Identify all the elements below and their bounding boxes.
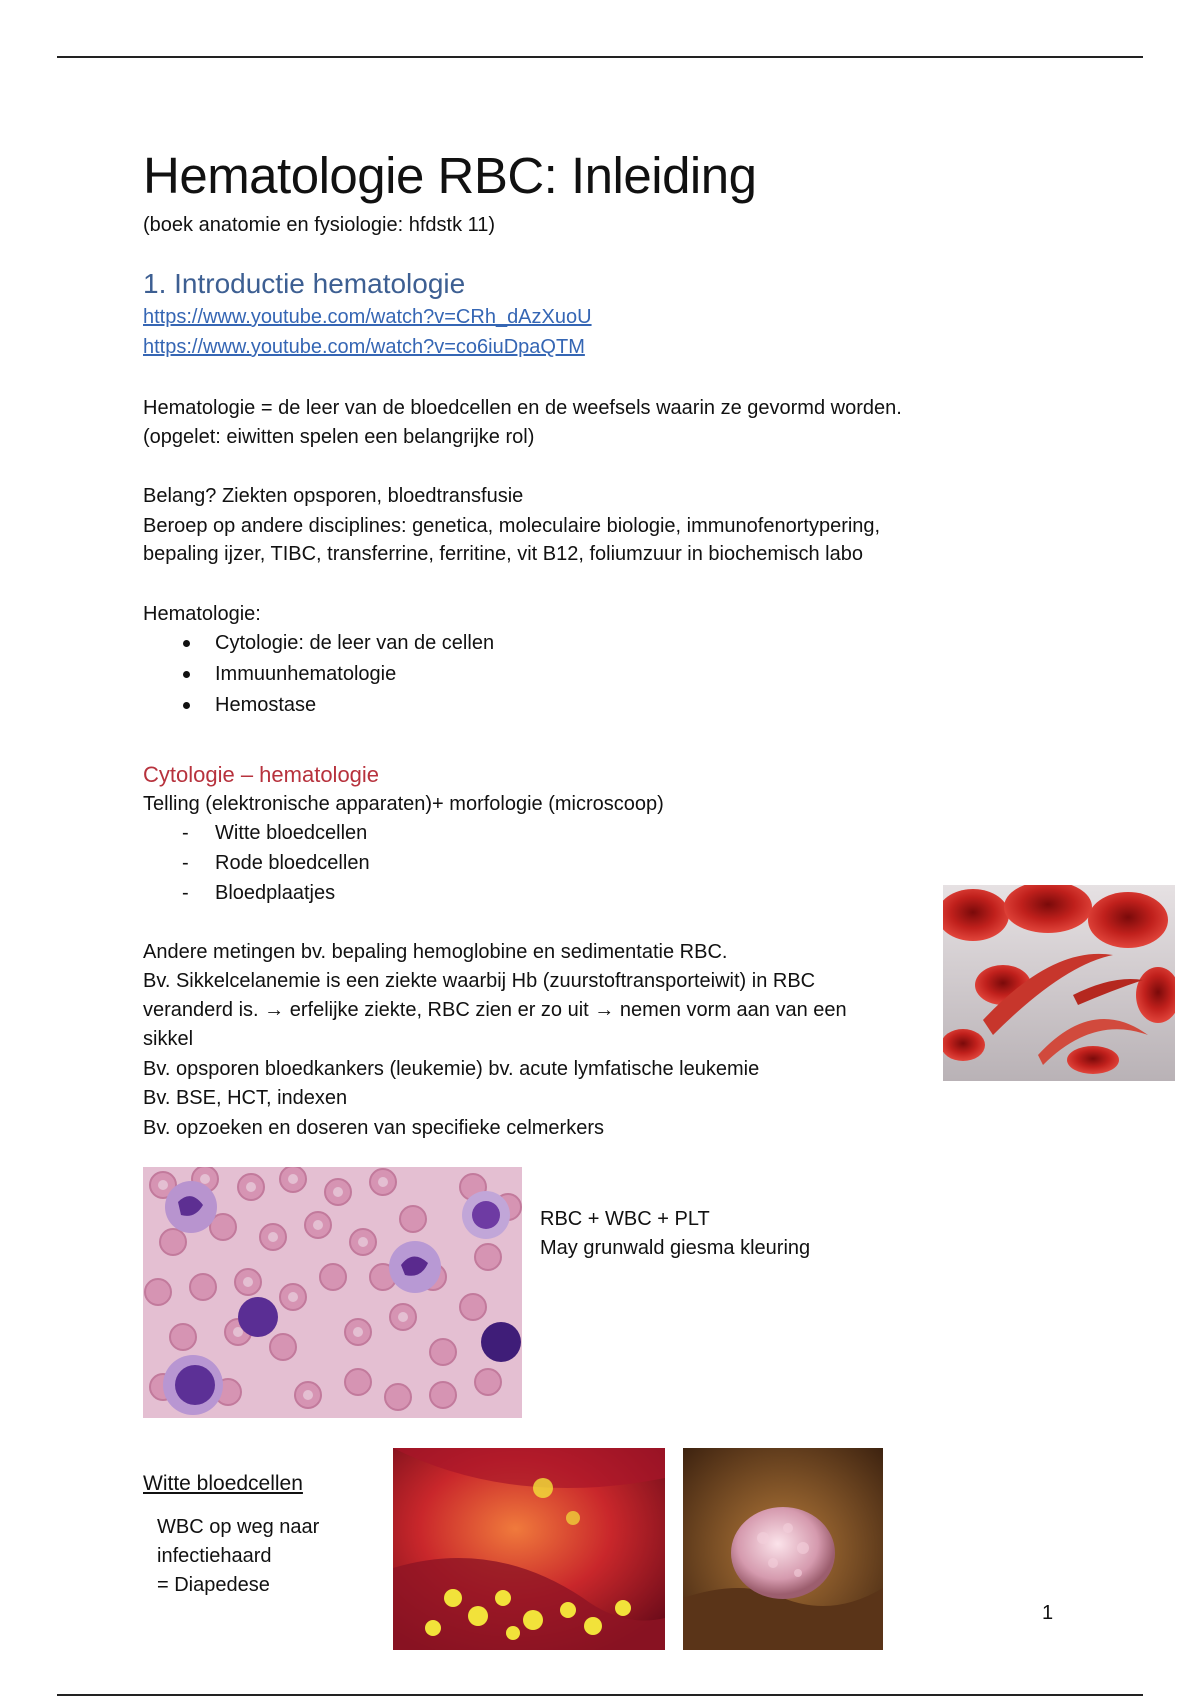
cytologie-line-7: Bv. opzoeken en doseren van specifieke celmerkers [143, 1117, 604, 1139]
list-item: Hemostase [180, 690, 494, 721]
cytologie-line-2: Bv. Sikkelcelanemie is een ziekte waarbij Hb (zuurstoftransporteiwit) in RBC [143, 970, 816, 992]
list-item: - Bloedplaatjes [180, 878, 370, 908]
footer-rule [57, 1694, 1143, 1696]
wbc-desc-line-1: WBC op weg naar [157, 1516, 320, 1538]
cytologie-line-1: Andere metingen bv. bepaling hemoglobine en sedimentatie RBC. [143, 941, 728, 963]
list-item: Immuunhematologie [180, 659, 494, 690]
smear-caption-line-1: RBC + WBC + PLT [540, 1208, 710, 1230]
wbc-desc-line-3: = Diapedese [157, 1574, 270, 1596]
smear-caption-line-2: May grunwald giesma kleuring [540, 1237, 811, 1259]
cytologie-line-6: Bv. BSE, HCT, indexen [143, 1087, 348, 1109]
definition-line-2: (opgelet: eiwitten spelen een belangrijke rol) [143, 426, 535, 448]
page-subtitle: (boek anatomie en fysiologie: hfdstk 11) [143, 214, 496, 236]
page-title: Hematologie RBC: Inleiding [143, 147, 757, 204]
list-item: - Rode bloedcellen [180, 848, 370, 878]
page-number: 1 [1042, 1602, 1054, 1624]
cytologie-items [180, 818, 370, 908]
wbc-description [157, 1513, 319, 1600]
wbc-desc-line-2: infectiehaard [157, 1545, 272, 1567]
diapedesis-image [393, 1448, 665, 1650]
cytologie-intro: Telling (elektronische apparaten)+ morfologie (microscoop) [143, 793, 664, 815]
cytologie-line-5: Bv. opsporen bloedkankers (leukemie) bv. acute lymfatische leukemie [143, 1058, 760, 1080]
hematologie-list [180, 628, 494, 721]
youtube-link-2[interactable]: https://www.youtube.com/watch?v=co6iuDpaQTM [143, 336, 585, 358]
sickle-cell-image [943, 885, 1175, 1081]
header-rule [57, 56, 1143, 58]
cytologie-line-4: sikkel [143, 1028, 194, 1050]
section-heading-introductie: 1. Introductie hematologie [143, 268, 466, 299]
hematologie-label: Hematologie: [143, 603, 261, 625]
cytologie-heading: Cytologie – hematologie [143, 762, 380, 787]
smear-caption [540, 1205, 810, 1263]
beroep-line-1: Beroep op andere disciplines: genetica, moleculaire biologie, immunofenortypering, [143, 515, 881, 537]
list-item: - Witte bloedcellen [180, 818, 370, 848]
list-item: Cytologie: de leer van de cellen [180, 628, 494, 659]
blood-smear-image [143, 1167, 522, 1418]
beroep-line-2: bepaling ijzer, TIBC, transferrine, ferritine, vit B12, foliumzuur in biochemisch labo [143, 543, 863, 565]
cytologie-line-3: veranderd is. → erfelijke ziekte, RBC zien er zo uit → nemen vorm aan van een [143, 999, 847, 1021]
youtube-link-1[interactable]: https://www.youtube.com/watch?v=CRh_dAzXuoU [143, 306, 592, 328]
wbc-heading: Witte bloedcellen [143, 1472, 303, 1495]
belang-line: Belang? Ziekten opsporen, bloedtransfusie [143, 485, 524, 507]
definition-line-1: Hematologie = de leer van de bloedcellen en de weefsels waarin ze gevormd worden. [143, 397, 902, 419]
leukocyte-image [683, 1448, 883, 1650]
